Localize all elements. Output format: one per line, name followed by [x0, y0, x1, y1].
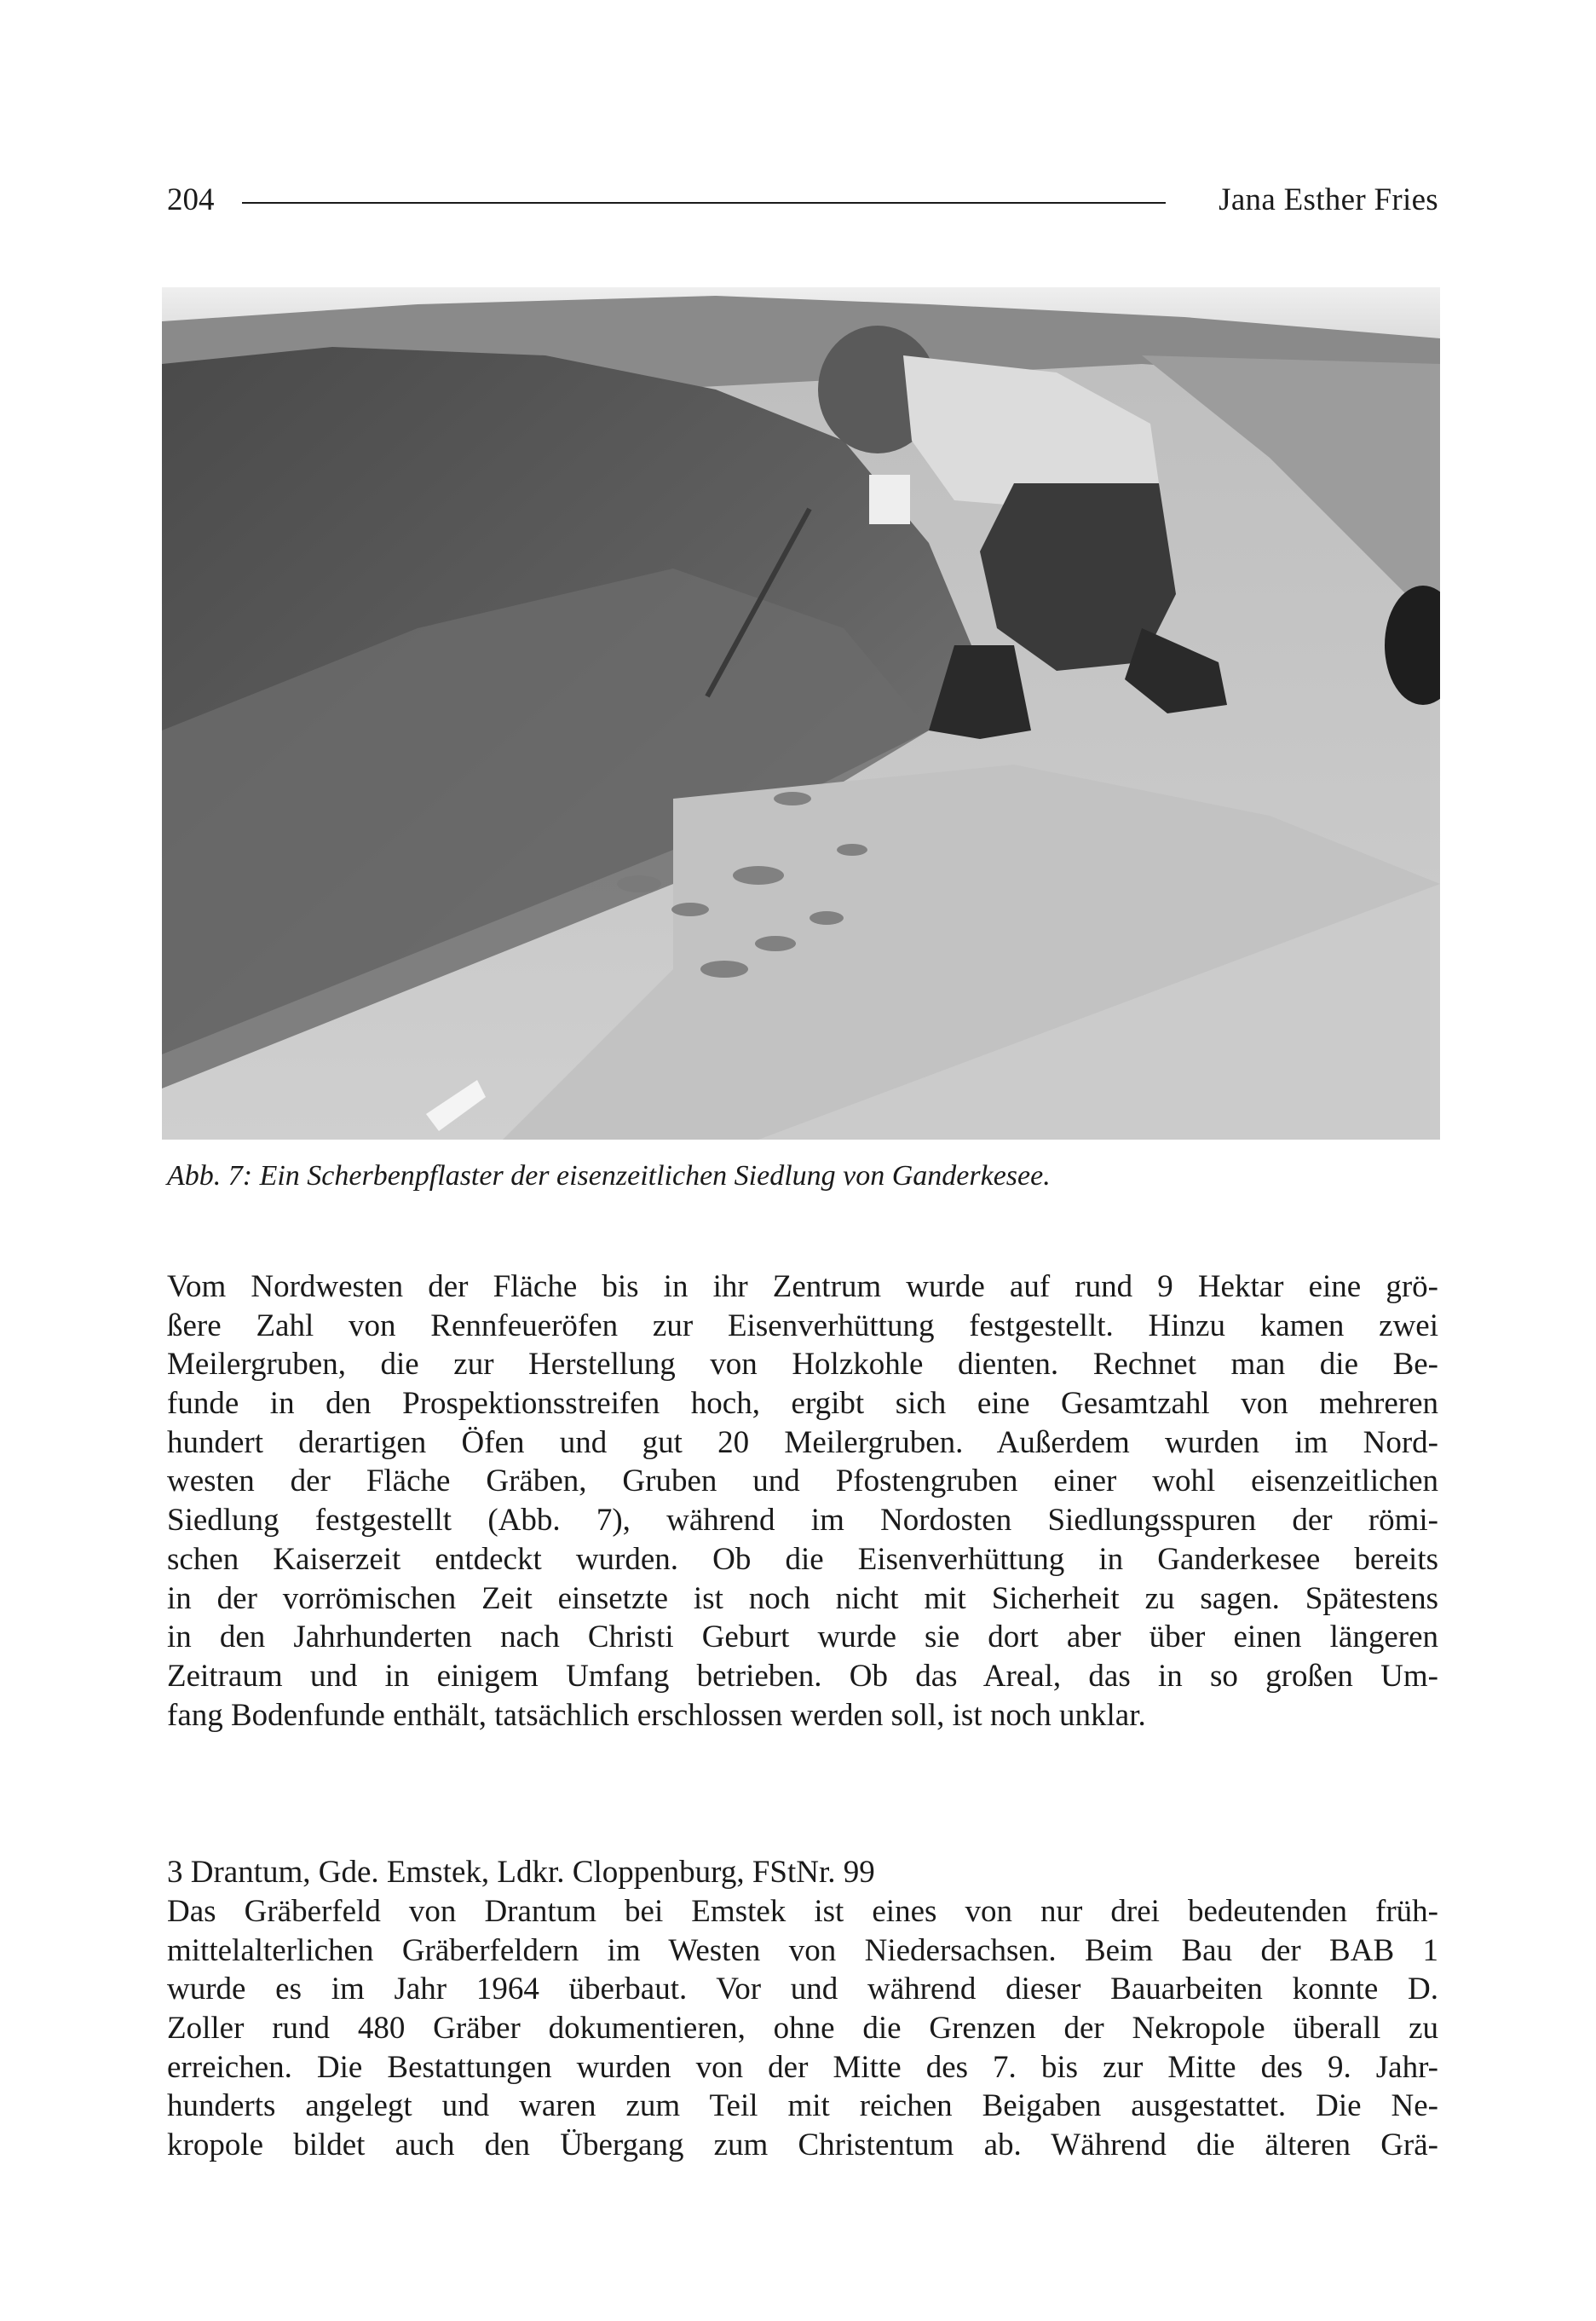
text-line: Zeitraum und in einigem Umfang betrieben. Ob das Areal, das in so großen Um- [167, 1658, 1438, 1694]
header-rule [242, 202, 1166, 204]
text-line: kropole bildet auch den Übergang zum Christentum ab. Während die älteren Grä- [167, 2128, 1438, 2163]
body-paragraph-2 [167, 1892, 1438, 2165]
text-line: Zoller rund 480 Gräber dokumentieren, ohne die Grenzen der Nekropole überall zu [167, 2011, 1438, 2047]
body-paragraph-1 [167, 1267, 1438, 1735]
text-line: wurde es im Jahr 1964 überbaut. Vor und während dieser Bauarbeiten konnte D. [167, 1972, 1438, 2007]
text-line: Vom Nordwesten der Fläche bis in ihr Zentrum wurde auf rund 9 Hektar eine grö- [167, 1269, 1438, 1304]
text-line: schen Kaiserzeit entdeckt wurden. Ob die Eisenverhüttung in Ganderkesee bereits [167, 1541, 1438, 1577]
text-line: Das Gräberfeld von Drantum bei Emstek ist eines von nur drei bedeutenden früh- [167, 1894, 1438, 1929]
text-line: mittelalterlichen Gräberfeldern im Westen von Niedersachsen. Beim Bau der BAB 1 [167, 1932, 1438, 1968]
text-line: hunderts angelegt und waren zum Teil mit reichen Beigaben ausgestattet. Die Ne- [167, 2088, 1438, 2124]
text-line: Siedlung festgestellt (Abb. 7), während im Nordosten Siedlungsspuren der römi- [167, 1503, 1438, 1539]
text-line: erreichen. Die Bestattungen wurden von der Mitte des 7. bis zur Mitte des 9. Jahr- [167, 2049, 1438, 2085]
text-line: westen der Fläche Gräben, Gruben und Pfostengruben einer wohl eisenzeitlichen [167, 1464, 1438, 1499]
text-line: in den Jahrhunderten nach Christi Geburt wurde sie dort aber über einen längeren [167, 1620, 1438, 1655]
text-line: funde in den Prospektionsstreifen hoch, ergibt sich eine Gesamtzahl von mehreren [167, 1386, 1438, 1422]
text-line: hundert derartigen Öfen und gut 20 Meilergruben. Außerdem wurden im Nord- [167, 1424, 1438, 1460]
text-line: ßere Zahl von Rennfeueröfen zur Eisenverhüttung festgestellt. Hinzu kamen zwei [167, 1308, 1438, 1343]
excavation-photo [162, 287, 1440, 1140]
page-number: 204 [167, 182, 215, 217]
section-heading: 3 Drantum, Gde. Emstek, Ldkr. Cloppenburg, FStNr. 99 [167, 1855, 875, 1890]
excavation-photo-drawing [162, 287, 1440, 1140]
text-line: fang Bodenfunde enthält, tatsächlich erschlossen werden soll, ist noch unklar. [167, 1697, 1146, 1733]
text-line: Meilergruben, die zur Herstellung von Holzkohle dienten. Rechnet man die Be- [167, 1347, 1438, 1383]
text-line: in der vorrömischen Zeit einsetzte ist noch nicht mit Sicherheit zu sagen. Spätestens [167, 1580, 1438, 1616]
running-head-author: Jana Esther Fries [1219, 182, 1438, 217]
figure-caption: Abb. 7: Ein Scherbenpflaster der eisenzeitlichen Siedlung von Ganderkesee. [167, 1160, 1051, 1192]
page-header [167, 175, 1438, 226]
